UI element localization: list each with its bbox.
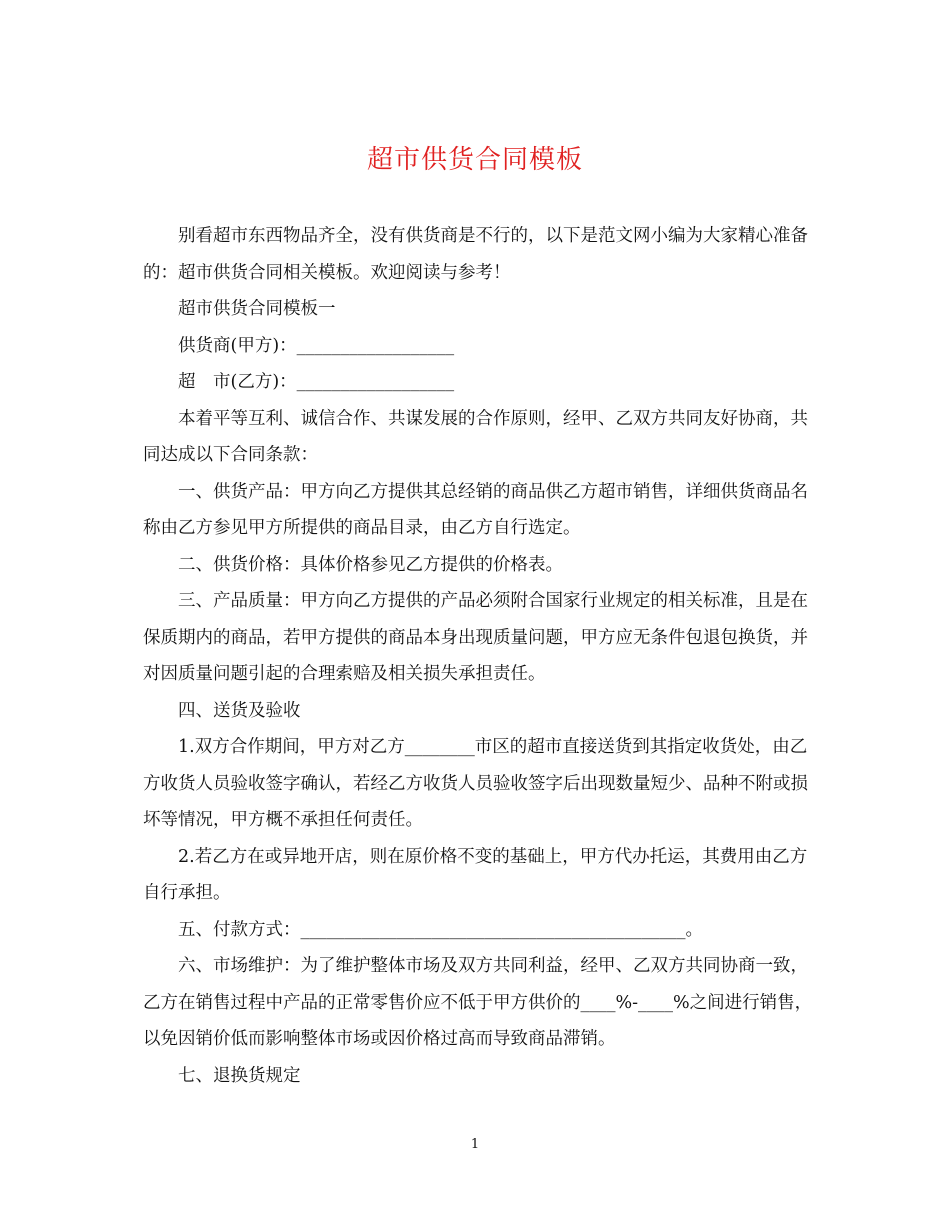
paragraph-template-heading: 超市供货合同模板一 — [178, 299, 336, 319]
document-body — [143, 218, 813, 1094]
page-number: 1 — [470, 1137, 480, 1152]
paragraph-clause-3-quality: 三、产品质量：甲方向乙方提供的产品必须附合国家行业规定的相关标准，且是在保质期内的商品，若甲方提供的商品本身出现质量问题，甲方应无条件包退包换货，并对因质量问题引起的合理索赔及相关损失承担责任。 — [143, 591, 808, 684]
paragraph-supplier-party: 供货商(甲方)：__________________ — [178, 335, 455, 356]
paragraph-clause-4-item-1: 1.双方合作期间，甲方对乙方________市区的超市直接送货到其指定收货处，由乙方收货人员验收签字确认，若经乙方收货人员验收签字后出现数量短少、品种不附或损坏等情况，甲方概不承担任何责任。 — [143, 737, 808, 830]
paragraph-clause-6-market: 六、市场维护：为了维护整体市场及双方共同利益，经甲、乙双方共同协商一致，乙方在销售过程中产品的正常零售价应不低于甲方供价的____%-____%之间进行销售，以免因销价低而影响整体市场或因价格过高而导致商品滞销。 — [143, 956, 813, 1049]
paragraph-clause-5-payment: 五、付款方式：____________________________________________。 — [178, 919, 703, 940]
paragraph-principles: 本着平等互利、诚信合作、共谋发展的合作原则，经甲、乙双方共同友好协商，共同达成以下合同条款： — [143, 408, 808, 465]
paragraph-clause-7-returns: 七、退换货规定 — [178, 1065, 301, 1086]
paragraph-supermarket-party: 超 市(乙方)：__________________ — [178, 372, 455, 392]
paragraph-clause-1-products: 一、供货产品：甲方向乙方提供其总经销的商品供乙方超市销售，详细供货商品名称由乙方参见甲方所提供的商品目录，由乙方自行选定。 — [143, 481, 808, 538]
paragraph-clause-4-delivery: 四、送货及验收 — [178, 700, 301, 721]
paragraph-clause-2-price: 二、供货价格：具体价格参见乙方提供的价格表。 — [178, 554, 563, 575]
paragraph-intro: 别看超市东西物品齐全，没有供货商是不行的，以下是范文网小编为大家精心准备的：超市供货合同相关模板。欢迎阅读与参考！ — [143, 226, 808, 283]
paragraph-clause-4-item-2: 2.若乙方在或异地开店，则在原价格不变的基础上，甲方代办托运，其费用由乙方自行承担。 — [143, 846, 808, 903]
document-title: 超市供货合同模板 — [366, 145, 583, 175]
